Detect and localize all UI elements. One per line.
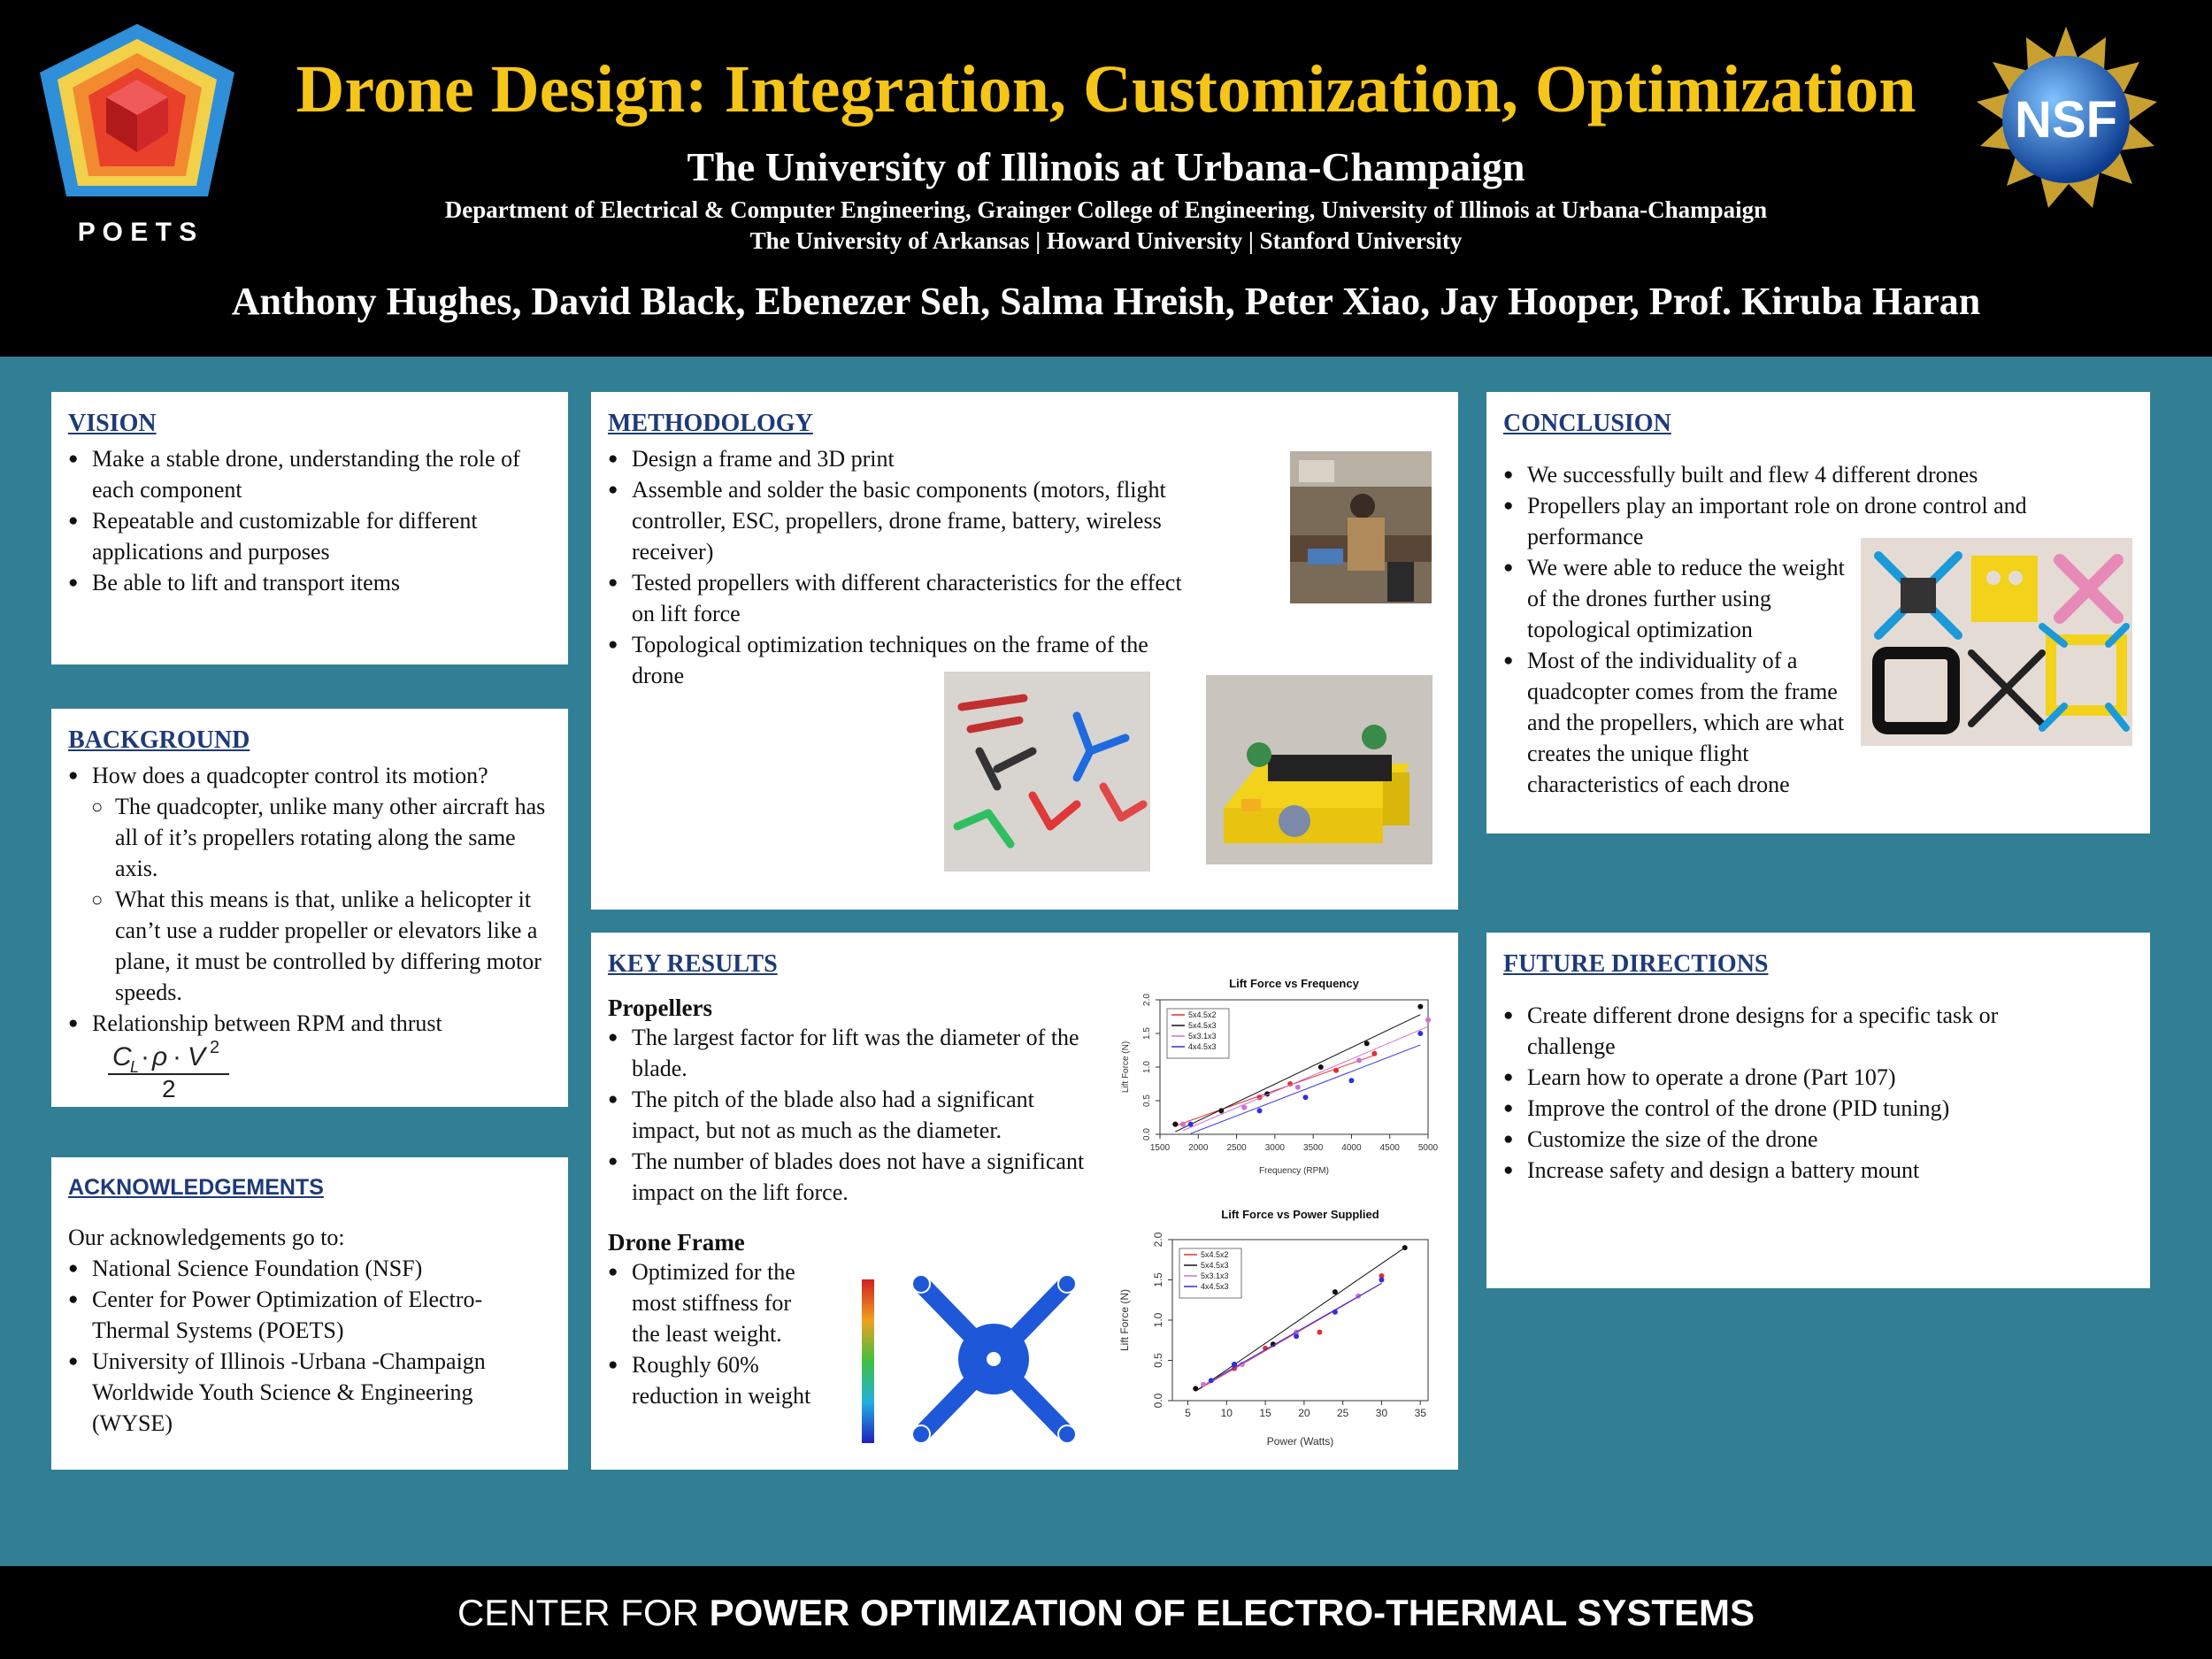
y-tick-label: 0.5	[1152, 1353, 1164, 1368]
key-results-heading: KEY RESULTS	[608, 950, 778, 978]
data-point	[1318, 1064, 1324, 1070]
yellow-frame-photo	[1206, 675, 1432, 864]
data-point	[1379, 1278, 1384, 1283]
acknowledgement-item: ● University of Illinois -Urbana -Champaign Worldwide Youth Science & Engineering (WYSE)	[68, 1346, 551, 1439]
frame-result: ● Optimized for the most stiffness for the least weight.	[608, 1256, 820, 1349]
future-item: ● Create different drone designs for a specific task or challenge	[1503, 1000, 2070, 1062]
university-name: The University of Illinois at Urbana-Champaign	[687, 144, 1525, 189]
vision-panel	[51, 392, 568, 664]
x-tick-label: 4000	[1341, 1143, 1362, 1153]
future-item: ● Increase safety and design a battery mount	[1503, 1155, 2070, 1186]
propeller-result: ● The pitch of the blade also had a significant impact, but not as much as the diameter.	[608, 1084, 1086, 1146]
data-point	[1172, 1122, 1178, 1127]
future-item: ● Improve the control of the drone (PID tuning)	[1503, 1093, 2070, 1124]
legend-label: 5x4.5x2	[1188, 1010, 1217, 1019]
background-subitem: ○ The quadcopter, unlike many other aircraft has all of it’s propellers rotating along the same axis.	[91, 791, 551, 884]
data-point	[1333, 1310, 1338, 1315]
y-tick-label: 1.5	[1142, 1027, 1152, 1040]
x-tick-label: 35	[1414, 1407, 1426, 1419]
propellers-photo	[944, 672, 1150, 872]
data-point	[1257, 1108, 1263, 1113]
footer-center-name: POWER OPTIMIZATION OF ELECTRO-THERMAL SYSTEMS	[709, 1592, 1755, 1633]
data-point	[1193, 1386, 1198, 1391]
methodology-panel	[591, 392, 1458, 910]
x-tick-label: 30	[1375, 1407, 1388, 1419]
x-tick-label: 15	[1259, 1407, 1271, 1419]
methodology-item: ● Topological optimization techniques on the frame of the drone	[608, 629, 1180, 691]
authors-line: Anthony Hughes, David Black, Ebenezer Seh, Salma Hreish, Peter Xiao, Jay Hooper, Prof. Kiruba Haran	[231, 280, 1981, 323]
data-point	[1295, 1085, 1301, 1090]
vision-item: ● Make a stable drone, understanding the role of each component	[68, 443, 551, 505]
conclusion-item: ● Propellers play an important role on drone control and performance	[1503, 490, 2133, 552]
methodology-item: ● Design a frame and 3D print	[608, 443, 1183, 474]
data-point	[1371, 1051, 1377, 1056]
data-point	[1402, 1245, 1408, 1250]
data-point	[1425, 1018, 1431, 1023]
data-point	[1180, 1122, 1186, 1127]
x-tick-label: 5	[1185, 1407, 1191, 1419]
background-item: ● Relationship between RPM and thrust	[68, 1008, 551, 1039]
legend-label: 5x3.1x3	[1201, 1271, 1229, 1280]
drones-photo	[1861, 538, 2132, 746]
y-tick-label: 1.0	[1142, 1061, 1152, 1073]
assembly-photo	[1290, 451, 1432, 603]
lift-vs-power-chart	[1118, 1202, 1449, 1450]
x-tick-label: 25	[1336, 1407, 1349, 1419]
data-point	[1317, 1330, 1322, 1335]
footer-banner	[0, 1566, 2212, 1659]
future-directions-panel	[1486, 933, 2150, 1288]
x-axis-label: Frequency (RPM)	[1259, 1166, 1329, 1176]
acknowledgement-item: ● National Science Foundation (NSF)	[68, 1253, 551, 1284]
svg-text:·: ·	[173, 1042, 181, 1071]
x-axis-label: Power (Watts)	[1266, 1435, 1334, 1448]
acknowledgement-item: ● Center for Power Optimization of Electro-Thermal Systems (POETS)	[68, 1284, 551, 1346]
x-tick-label: 10	[1220, 1407, 1233, 1419]
footer-prefix: CENTER FOR	[457, 1592, 710, 1633]
svg-text:2: 2	[210, 1039, 220, 1057]
y-tick-label: 2.0	[1152, 1232, 1164, 1248]
methodology-item: ● Tested propellers with different characteristics for the effect on lift force	[608, 567, 1183, 629]
y-axis-label: Lift Force (N)	[1121, 1041, 1131, 1094]
poets-logo-text: P O E T S	[77, 218, 197, 247]
svg-text:2: 2	[162, 1075, 176, 1101]
acknowledgements-panel	[51, 1157, 568, 1470]
conclusion-panel	[1486, 392, 2150, 833]
background-subitem: ○ What this means is that, unlike a helicopter it can’t use a rudder propeller or elevators like a plane, it must be controlled by differing motor speeds.	[91, 884, 551, 1008]
y-tick-label: 1.0	[1152, 1312, 1164, 1328]
svg-text:V: V	[188, 1042, 206, 1071]
lift-vs-frequency-chart	[1118, 975, 1449, 1179]
y-tick-label: 1.5	[1152, 1272, 1164, 1287]
nsf-logo-text: NSF	[2015, 91, 2117, 149]
x-tick-label: 2000	[1188, 1143, 1209, 1153]
svg-text:·: ·	[141, 1042, 150, 1071]
thrust-formula	[104, 1039, 263, 1101]
methodology-item: ● Assemble and solder the basic components (motors, flight controller, ESC, propellers, drone frame, battery, wireless receiver)	[608, 474, 1183, 567]
x-tick-label: 3000	[1264, 1143, 1285, 1153]
y-tick-label: 0.5	[1142, 1094, 1152, 1107]
propeller-result: ● The number of blades does not have a significant impact on the lift force.	[608, 1146, 1086, 1208]
x-tick-label: 2500	[1226, 1143, 1247, 1153]
data-point	[1417, 1031, 1423, 1036]
data-point	[1241, 1105, 1247, 1110]
vision-heading: VISION	[68, 410, 157, 437]
y-tick-label: 2.0	[1142, 994, 1152, 1006]
legend-label: 5x3.1x3	[1188, 1032, 1217, 1041]
data-point	[1364, 1041, 1370, 1046]
poster-title: Drone Design: Integration, Customization, Optimization	[296, 52, 1916, 127]
legend-label: 4x4.5x3	[1188, 1042, 1217, 1051]
data-point	[1302, 1094, 1308, 1100]
acknowledgements-intro: Our acknowledgements go to:	[68, 1225, 345, 1250]
x-tick-label: 5000	[1417, 1143, 1439, 1153]
department-line: Department of Electrical & Computer Engineering, Grainger College of Engineering, University of Illinois at Urbana-Champaign	[444, 196, 1768, 223]
y-axis-label: Lift Force (N)	[1118, 1288, 1131, 1352]
x-tick-label: 1500	[1149, 1143, 1171, 1153]
legend-label: 5x4.5x2	[1201, 1250, 1229, 1259]
conclusion-heading: CONCLUSION	[1503, 410, 1671, 437]
chart-title: Lift Force vs Frequency	[1229, 977, 1359, 990]
x-tick-label: 20	[1298, 1407, 1310, 1419]
legend-label: 5x4.5x3	[1188, 1021, 1217, 1030]
data-point	[1201, 1382, 1206, 1387]
data-point	[1333, 1289, 1338, 1294]
data-point	[1188, 1122, 1194, 1127]
future-item: ● Learn how to operate a drone (Part 107)	[1503, 1062, 2070, 1093]
legend-label: 5x4.5x3	[1201, 1261, 1229, 1270]
chart-title: Lift Force vs Power Supplied	[1221, 1208, 1379, 1221]
methodology-heading: METHODOLOGY	[608, 410, 813, 437]
x-tick-label: 4500	[1379, 1143, 1400, 1153]
svg-text:ρ: ρ	[152, 1042, 168, 1071]
data-point	[1294, 1333, 1299, 1339]
partner-universities: The University of Arkansas | Howard University | Stanford University	[749, 227, 1463, 254]
svg-text:C: C	[112, 1042, 132, 1071]
drone-frame-heading: Drone Frame	[608, 1229, 745, 1256]
legend-label: 4x4.5x3	[1201, 1282, 1229, 1291]
background-item: ● How does a quadcopter control its motion?	[68, 760, 551, 791]
topology-optimization-image	[837, 1262, 1111, 1456]
conclusion-item: ● We were able to reduce the weight of the drones further using topological optimization	[1503, 552, 1863, 645]
background-panel	[51, 709, 568, 1107]
data-point	[1209, 1378, 1214, 1383]
y-tick-label: 0.0	[1142, 1128, 1152, 1141]
data-point	[1348, 1078, 1354, 1083]
vision-item: ● Repeatable and customizable for different applications and purposes	[68, 505, 551, 567]
data-point	[1218, 1108, 1224, 1113]
svg-text:L: L	[130, 1058, 140, 1076]
conclusion-item: ● We successfully built and flew 4 different drones	[1503, 459, 2133, 490]
future-heading: FUTURE DIRECTIONS	[1503, 950, 1769, 978]
y-tick-label: 0.0	[1152, 1393, 1164, 1409]
data-point	[1356, 1057, 1362, 1063]
propeller-result: ● The largest factor for lift was the diameter of the blade.	[608, 1022, 1086, 1084]
key-results-panel	[591, 933, 1458, 1470]
acknowledgements-heading: ACKNOWLEDGEMENTS	[68, 1175, 324, 1200]
background-heading: BACKGROUND	[68, 726, 250, 754]
conclusion-item: ● Most of the individuality of a quadcopter comes from the frame and the propellers, which are what creates the unique flight characteristics of each drone	[1503, 645, 1863, 800]
future-item: ● Customize the size of the drone	[1503, 1124, 2070, 1155]
data-point	[1417, 1004, 1423, 1010]
frame-result: ● Roughly 60% reduction in weight	[608, 1349, 820, 1411]
x-tick-label: 3500	[1303, 1143, 1324, 1153]
data-point	[1232, 1362, 1237, 1367]
propellers-heading: Propellers	[608, 995, 712, 1021]
data-point	[1333, 1068, 1339, 1073]
vision-item: ● Be able to lift and transport items	[68, 567, 551, 598]
